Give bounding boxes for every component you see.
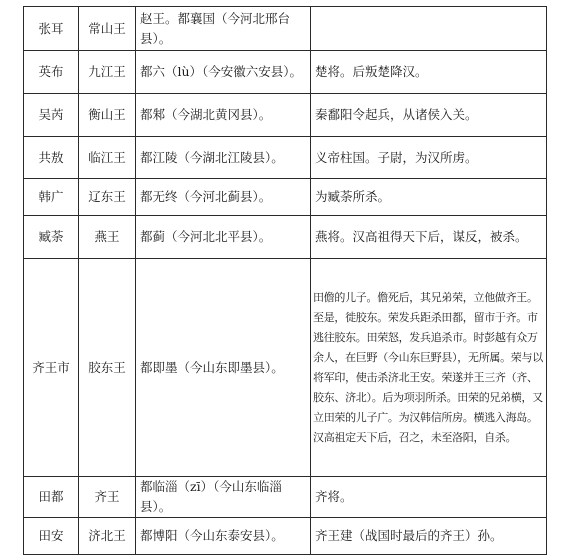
king-name: 英布 — [24, 51, 79, 94]
king-title: 临江王 — [79, 137, 136, 179]
note-text: 田儋的儿子。儋死后，其兄弟荣，立他做齐王。至是，徙胶东。荣发兵距杀田都，留市于齐。市逃往胶东。田荣怒，发兵追杀市。时彭越有众万余人，在巨野（今山东巨野县），无所属。荣与以将军印，使击杀济北王安。荣遂并王三齐（齐、胶东、济北）。后为项羽所杀。田荣的兄弟横，又立田荣的儿子广。为汉韩信所房。横逃入海岛。汉高祖定天下后，召之，未至洛阳，自杀。 — [311, 259, 547, 477]
table-row — [24, 259, 547, 477]
king-name: 韩广 — [24, 179, 79, 216]
kings-table — [23, 6, 547, 555]
note-text: 齐王建（战国时最后的齐王）孙。 — [311, 518, 547, 555]
table-row — [24, 179, 547, 216]
king-name: 张耳 — [24, 7, 79, 51]
king-title: 辽东王 — [79, 179, 136, 216]
king-name: 田安 — [24, 518, 79, 555]
king-title: 齐王 — [79, 477, 136, 518]
note-text: 义帝柱国。子尉，为汉所虏。 — [311, 137, 547, 179]
note-text: 楚将。后叛楚降汉。 — [311, 51, 547, 94]
capital-text: 都六（lù）（今安徽六安县）。 — [136, 51, 311, 94]
king-name: 齐王市 — [24, 259, 79, 477]
king-name: 田都 — [24, 477, 79, 518]
king-title: 胶东王 — [79, 259, 136, 477]
note-text: 为臧荼所杀。 — [311, 179, 547, 216]
table-row — [24, 94, 547, 137]
king-title: 九江王 — [79, 51, 136, 94]
capital-text: 都博阳（今山东泰安县）。 — [136, 518, 311, 555]
king-title: 常山王 — [79, 7, 136, 51]
king-name: 共敖 — [24, 137, 79, 179]
table-row — [24, 7, 547, 51]
capital-text: 都无终（今河北蓟县）。 — [136, 179, 311, 216]
capital-text: 赵王。都襄国（今河北邢台县）。 — [136, 7, 311, 51]
king-name: 吴芮 — [24, 94, 79, 137]
table-row — [24, 51, 547, 94]
table-row — [24, 477, 547, 518]
king-title: 衡山王 — [79, 94, 136, 137]
note-text: 秦鄱阳令起兵，从诸侯入关。 — [311, 94, 547, 137]
capital-text: 都临淄（zī）（今山东临淄县）。 — [136, 477, 311, 518]
capital-text: 都蓟（今河北北平县）。 — [136, 216, 311, 259]
capital-text: 都即墨（今山东即墨县）。 — [136, 259, 311, 477]
capital-text: 都邾（今湖北黄冈县）。 — [136, 94, 311, 137]
note-text: 燕将。汉高祖得天下后，谋反，被杀。 — [311, 216, 547, 259]
table-row — [24, 137, 547, 179]
king-title: 济北王 — [79, 518, 136, 555]
note-text: 齐将。 — [311, 477, 547, 518]
table-row — [24, 216, 547, 259]
king-title: 燕王 — [79, 216, 136, 259]
table-row — [24, 518, 547, 555]
capital-text: 都江陵（今湖北江陵县）。 — [136, 137, 311, 179]
king-name: 臧荼 — [24, 216, 79, 259]
note-text — [311, 7, 547, 51]
